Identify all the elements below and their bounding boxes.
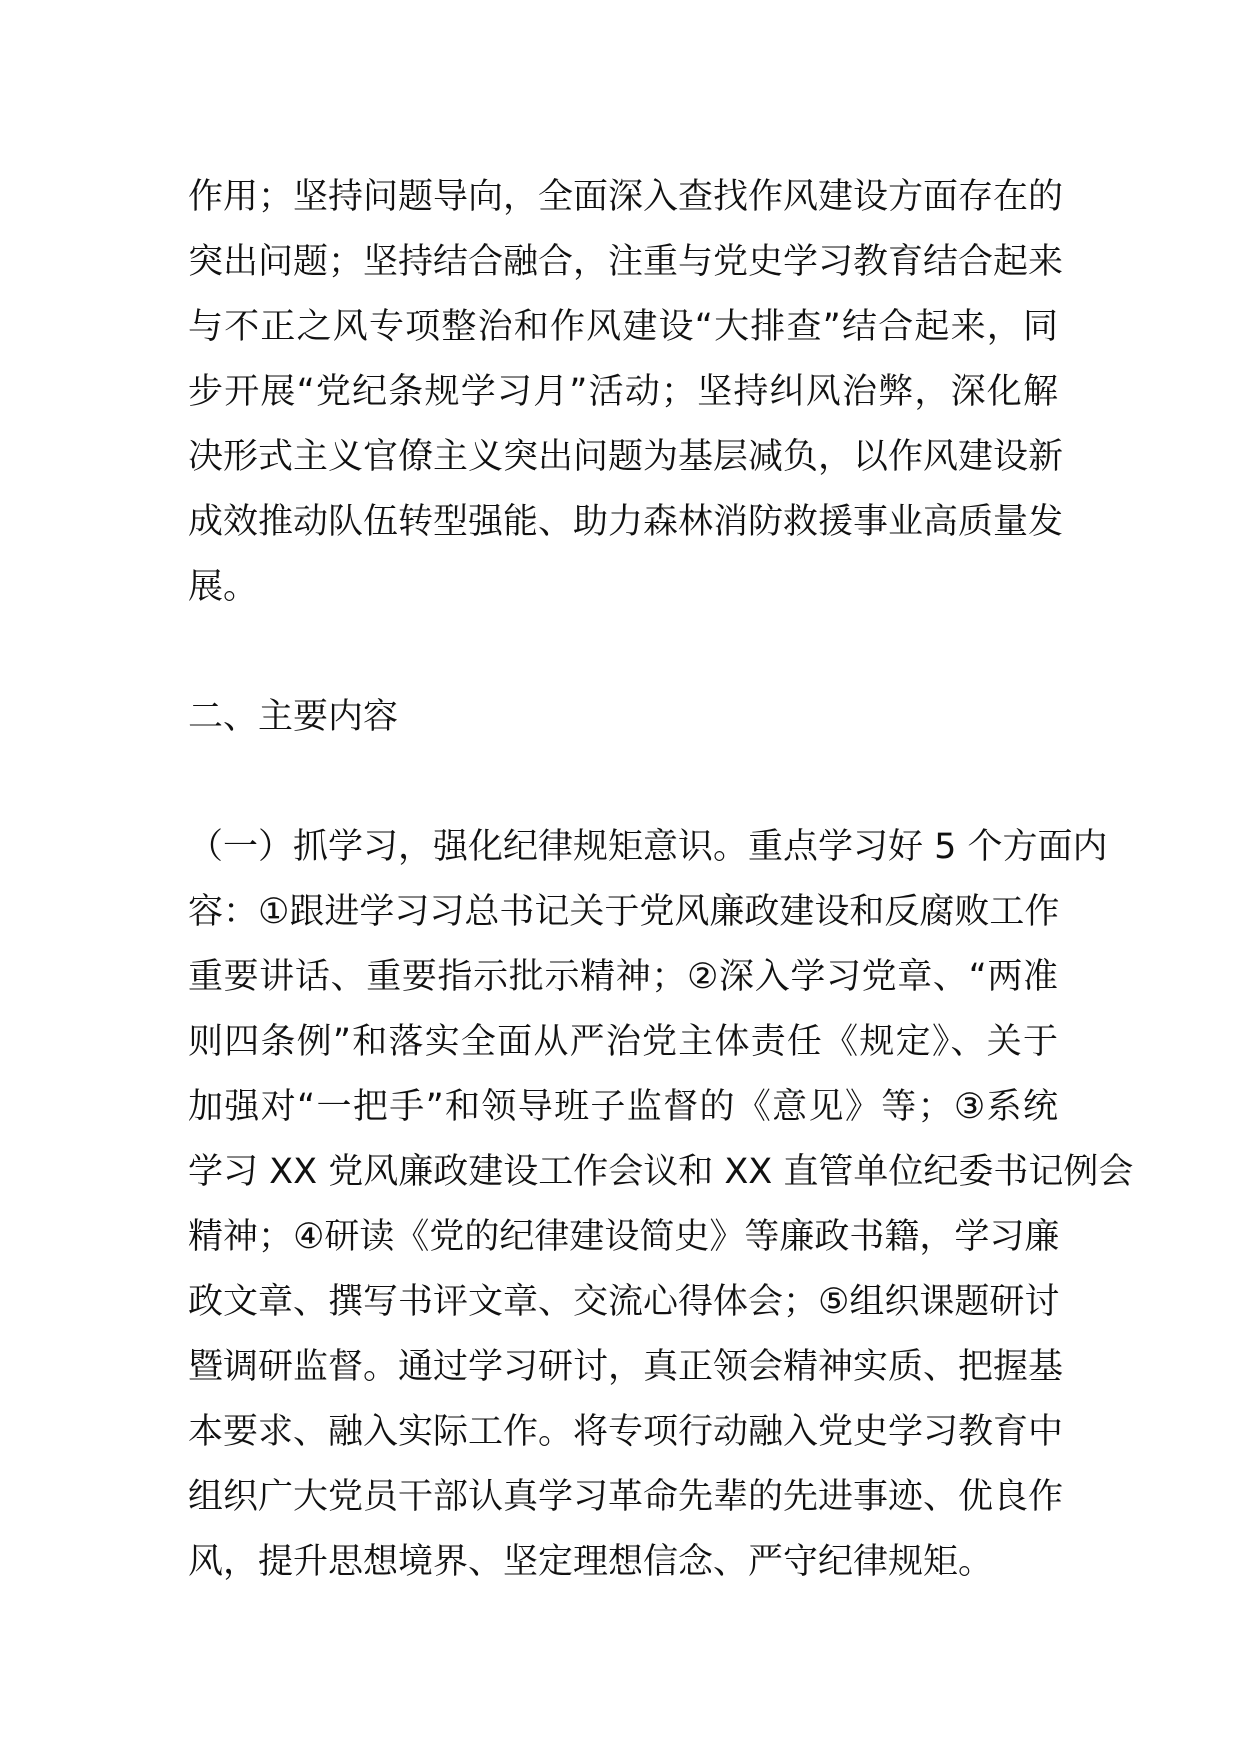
paragraph-study	[188, 815, 1134, 1595]
paragraph-line: 突出问题；坚持结合融合，注重与党史学习教育结合起来	[188, 242, 1064, 282]
paragraph-line: 暨调研监督。通过学习研讨，真正领会精神实质、把握基	[188, 1347, 1064, 1387]
paragraph-line: 与不正之风专项整治和作风建设“大排查”结合起来，同	[188, 307, 1058, 347]
section-heading: 二、主要内容	[188, 697, 399, 737]
paragraph-line: 重要讲话、重要指示批示精神；②深入学习党章、“两准	[188, 957, 1058, 997]
paragraph-line: 则四条例”和落实全面从严治党主体责任《规定》、关于	[188, 1022, 1058, 1062]
paragraph-line: 精神；④研读《党的纪律建设简史》等廉政书籍，学习廉	[188, 1217, 1060, 1257]
paragraph-line: 成效推动队伍转型强能、助力森林消防救援事业高质量发	[188, 502, 1064, 542]
document-body	[188, 165, 1134, 1595]
paragraph-goals	[188, 165, 1064, 620]
paragraph-line: 步开展“党纪条规学习月”活动；坚持纠风治弊，深化解	[188, 372, 1058, 412]
paragraph-line: 加强对“一把手”和领导班子监督的《意见》等；③系统	[188, 1087, 1058, 1127]
paragraph-line: 展。	[188, 567, 259, 607]
paragraph-line: 容：①跟进学习习总书记关于党风廉政建设和反腐败工作	[188, 892, 1060, 932]
paragraph-spacer	[188, 620, 1058, 685]
heading-spacer	[188, 750, 1058, 815]
paragraph-line: 政文章、撰写书评文章、交流心得体会；⑤组织课题研讨	[188, 1282, 1060, 1322]
paragraph-line: 组织广大党员干部认真学习革命先辈的先进事迹、优良作	[188, 1477, 1064, 1517]
paragraph-line: 本要求、融入实际工作。将专项行动融入党史学习教育中	[188, 1412, 1064, 1452]
paragraph-line: 作用；坚持问题导向，全面深入查找作风建设方面存在的	[188, 177, 1064, 217]
paragraph-line: 学习 XX 党风廉政建设工作会议和 XX 直管单位纪委书记例会	[188, 1152, 1134, 1192]
paragraph-line: 决形式主义官僚主义突出问题为基层减负，以作风建设新	[188, 437, 1064, 477]
paragraph-line: （一）抓学习，强化纪律规矩意识。重点学习好 5 个方面内	[188, 827, 1108, 867]
paragraph-line: 风，提升思想境界、坚定理想信念、严守纪律规矩。	[188, 1542, 994, 1582]
